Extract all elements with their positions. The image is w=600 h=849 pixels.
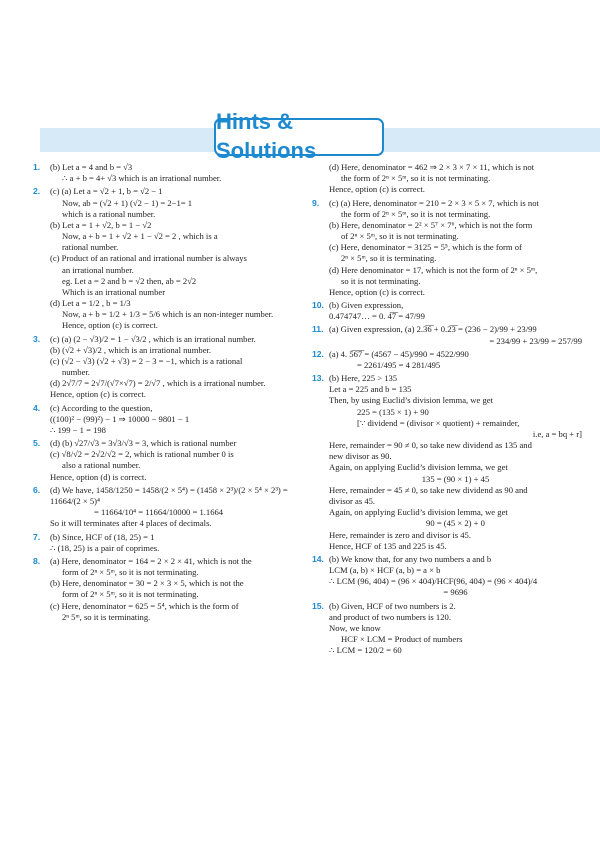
solution-9 xyxy=(312,198,582,299)
solution-12 xyxy=(312,349,582,371)
solution-line: Which is an irrational number xyxy=(62,286,166,297)
solution-line: (c) (a) Here, denominator = 210 = 2 × 3 × 5 × 7, which is not xyxy=(329,197,539,208)
solution-line: Hence, HCF of 135 and 225 is 45. xyxy=(329,540,447,551)
solution-line: ∴ (18, 25) is a pair of coprimes. xyxy=(50,542,160,553)
solution-2 xyxy=(33,186,305,331)
solution-4 xyxy=(33,403,305,437)
solution-line: Hence, option (d) is correct. xyxy=(50,471,147,482)
solution-line: Now, a + b = 1 + √2 + 1 − √2 = 2 , which is a xyxy=(62,231,218,242)
solution-line: HCF × LCM = Product of numbers xyxy=(341,634,463,645)
solution-line: rational number. xyxy=(62,242,119,253)
solution-line: Here, remainder = 90 ≠ 0, so take new dividend as 135 and xyxy=(329,440,532,451)
solution-line: the form of 2ⁿ × 5ᵐ, so it is not terminating. xyxy=(341,208,491,219)
solution-line: form of 2ⁿ × 5ᵐ, so it is not terminating. xyxy=(62,567,199,578)
solution-line: (d) Here denominator = 17, which is not the form of 2ⁿ × 5ᵐ, xyxy=(329,264,538,275)
solution-1 xyxy=(33,162,305,184)
solution-line: ∴ 199 − 1 = 198 xyxy=(50,424,106,435)
solution-line: 0.474747… = 0. 4̅7̅ = 47/99 xyxy=(329,311,425,322)
solution-line: Here, remainder is zero and divisor is 45. xyxy=(329,529,471,540)
solution-11 xyxy=(312,324,582,346)
solution-line: (b) Given expression, xyxy=(329,300,404,311)
solution-8 xyxy=(33,556,305,623)
solution-line: (d) Here, denominator = 462 ⇒ 2 × 3 × 7 × 11, which is not xyxy=(329,162,535,172)
solution-cont xyxy=(312,162,582,196)
solution-line: Again, on applying Euclid’s division lemma, we get xyxy=(329,462,508,473)
question-number: 14. xyxy=(312,553,324,564)
solution-line: (c) Here, denominator = 3125 = 5⁵, which is the form of xyxy=(329,242,522,253)
solution-line: of 2ⁿ × 5ᵐ, so it is not terminating. xyxy=(341,231,459,242)
solution-line: ((100)² − (99)²) − 1 ⇒ 10000 − 9801 − 1 xyxy=(50,413,190,424)
solution-10 xyxy=(312,300,582,322)
solution-line: (c) According to the question, xyxy=(50,402,153,413)
solution-13 xyxy=(312,373,582,552)
solution-line: (a) Given expression, (a) 2.3̅6̅ + 0.2̅3̅ = (236 − 2)/99 + 23/99 xyxy=(329,324,537,335)
solution-line: (b) Let a = 4 and b = √3 xyxy=(50,162,133,172)
question-number: 15. xyxy=(312,600,324,611)
solution-line: (a) 4. 5̅6̅7̅ = (4567 − 45)/990 = 4522/990 xyxy=(329,348,469,359)
solution-15 xyxy=(312,601,582,657)
solution-5 xyxy=(33,438,305,483)
question-number: 6. xyxy=(33,484,41,495)
solution-line: = 11664/10⁴ = 11664/10000 = 1.1664 xyxy=(94,507,224,518)
question-number: 12. xyxy=(312,348,324,359)
solution-line: 2ⁿ × 5ᵐ, so it is terminating. xyxy=(341,253,437,264)
solution-line: (a) Here, denominator = 164 = 2 × 2 × 41, which is not the xyxy=(50,555,252,566)
page-title: Hints & Solutions xyxy=(216,109,317,163)
solution-line: (c) Here, denominator = 625 = 5⁴, which is the form of xyxy=(50,600,239,611)
question-number: 7. xyxy=(33,531,41,542)
solution-line: 2ⁿ 5ᵐ, so it is terminating. xyxy=(62,611,151,622)
question-number: 3. xyxy=(33,333,41,344)
question-number: 11. xyxy=(312,324,324,335)
solution-line: (b) (√2 + √3)/2 , which is an irrational number. xyxy=(50,344,212,355)
solution-line: (b) Here, denominator = 2² × 5⁷ × 7⁶, which is not the form xyxy=(329,219,533,230)
solution-line: So it will terminates after 4 places of decimals. xyxy=(50,518,212,529)
question-number: 8. xyxy=(33,555,41,566)
solution-line: Let a = 225 and b = 135 xyxy=(329,384,412,395)
solution-3 xyxy=(33,334,305,401)
solution-line: Now, a + b = 1/2 + 1/3 = 5/6 which is an non-integer number. xyxy=(62,309,274,320)
solution-line: ∴ LCM = 120/2 = 60 xyxy=(329,645,402,656)
solution-line: (d) We have, 1458/1250 = 1458/(2 × 5⁴) = (1458 × 2³)/(2 × 5⁴ × 2³) = 11664/(2 × 5)⁴ xyxy=(50,484,288,506)
question-number: 5. xyxy=(33,438,41,449)
solution-line: Now, we know xyxy=(329,622,381,633)
solution-line: new divisor as 90. xyxy=(329,451,392,462)
solution-line: 225 = (135 × 1) + 90 xyxy=(357,406,429,417)
solution-14 xyxy=(312,554,582,599)
solution-line: and product of two numbers is 120. xyxy=(329,611,451,622)
solution-line: (b) We know that, for any two numbers a and b xyxy=(329,553,492,564)
solution-line: Hence, option (c) is correct. xyxy=(329,286,425,297)
solution-7 xyxy=(33,532,305,554)
solution-line: = 2261/495 = 4 281/495 xyxy=(357,359,441,370)
solution-line: (b) Since, HCF of (18, 25) = 1 xyxy=(50,531,155,542)
question-number: 1. xyxy=(33,162,41,172)
solution-line: Then, by using Euclid’s division lemma, we get xyxy=(329,395,493,406)
solution-line: = 9696 xyxy=(443,587,468,598)
solution-line: number. xyxy=(62,367,90,378)
solution-line: also a rational number. xyxy=(62,460,141,471)
solution-line: eg. Let a = 2 and b = √2 then, ab = 2√2 xyxy=(62,275,197,286)
solution-line: (d) Let a = 1/2 , b = 1/3 xyxy=(50,298,131,309)
question-number: 10. xyxy=(312,300,324,311)
solution-line: LCM (a, b) × HCF (a, b) = a × b xyxy=(329,565,441,576)
solution-line: Here, remainder = 45 ≠ 0, so take new dividend as 90 and xyxy=(329,484,528,495)
left-column xyxy=(33,162,305,625)
solution-line: ∴ a + b = 4+ √3 which is an irrational number. xyxy=(62,173,222,184)
solution-line: Hence, option (c) is correct. xyxy=(329,184,425,195)
solution-line: the form of 2ⁿ × 5ᵐ, so it is not terminating. xyxy=(341,173,491,184)
solution-line: so it is not terminating. xyxy=(341,275,421,286)
solution-line: 90 = (45 × 2) + 0 xyxy=(426,518,485,529)
solution-line: (c) Product of an rational and irrational number is always xyxy=(50,253,247,264)
solution-line: (d) (b) √27/√3 = 3√3/√3 = 3, which is rational number xyxy=(50,438,237,449)
solution-line: form of 2ⁿ × 5ᵐ, so it is not terminating. xyxy=(62,589,199,600)
solution-line: an irrational number. xyxy=(62,264,134,275)
solution-line: [∵ dividend = (divisor × quotient) + remainder, xyxy=(357,417,520,428)
solution-line: (b) Given, HCF of two numbers is 2. xyxy=(329,600,456,611)
solution-line: (c) √8/√2 = 2√2/√2 = 2, which is rational number 0 is xyxy=(50,449,234,460)
solution-line: divisor as 45. xyxy=(329,495,376,506)
solution-line: which is a rational number. xyxy=(62,208,156,219)
solution-line: (b) Here, 225 > 135 xyxy=(329,373,398,384)
solution-line: 135 = (90 × 1) + 45 xyxy=(421,473,490,484)
right-column xyxy=(312,162,582,658)
solution-line: Hence, option (c) is correct. xyxy=(62,320,158,331)
title-box xyxy=(214,109,384,163)
solution-line: ∴ LCM (96, 404) = (96 × 404)/HCF(96, 404) = (96 × 404)/4 xyxy=(329,576,538,587)
solution-line: (b) Here, denominator = 30 = 2 × 3 × 5, which is not the xyxy=(50,578,244,589)
question-number: 2. xyxy=(33,186,41,197)
solution-line: (d) 2√7/7 = 2√7/(√7×√7) = 2/√7 , which is a irrational number. xyxy=(50,378,266,389)
solution-line: (c) (a) (2 − √3)/2 = 1 − √3/2 , which is an irrational number. xyxy=(50,333,256,344)
solution-line: Now, ab = (√2 + 1) (√2 − 1) = 2−1= 1 xyxy=(62,197,193,208)
solution-line: (c) (√2 − √3) (√2 + √3) = 2 − 3 = −1, which is a rational xyxy=(50,355,243,366)
solution-6 xyxy=(33,485,305,530)
solution-line: (b) Let a = 1 + √2, b = 1 − √2 xyxy=(50,219,152,230)
question-number: 13. xyxy=(312,373,324,384)
solution-line: = 234/99 + 23/99 = 257/99 xyxy=(489,335,582,346)
question-number: 4. xyxy=(33,402,41,413)
solution-line: (c) (a) Let a = √2 + 1, b = √2 − 1 xyxy=(50,186,163,197)
solution-line: Hence, option (c) is correct. xyxy=(50,389,146,400)
question-number: 9. xyxy=(312,197,320,208)
solution-line: Again, on applying Euclid’s division lemma, we get xyxy=(329,507,508,518)
solution-line: i.e, a = bq + r] xyxy=(532,428,582,439)
